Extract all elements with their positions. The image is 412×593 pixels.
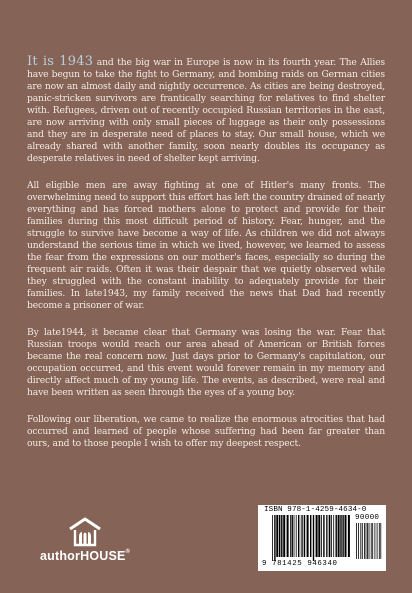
barcode-bar: [331, 515, 332, 557]
barcode-bar: [333, 515, 334, 557]
barcode-bar: [348, 515, 350, 557]
barcode-bar: [292, 515, 293, 557]
barcode-bar: [313, 515, 314, 561]
barcode-bar: [362, 523, 363, 559]
barcode-bar: [298, 515, 299, 557]
barcode-bar: [272, 515, 273, 561]
publisher-logo: [40, 517, 130, 563]
blurb-paragraph-4: Following our liberation, we came to realize the enormous atrocities that had occurred and learned of people whose suffering had been far greater than ours, and to those people I wish to offer my deepest respect.: [27, 414, 385, 449]
barcode-bar: [367, 523, 368, 559]
barcode-bar: [302, 515, 303, 557]
ean-barcode-bars: [272, 515, 352, 561]
addon-digits: 90000: [355, 514, 380, 522]
barcode-bar: [318, 515, 320, 557]
authorhouse-logo-icon: [68, 517, 102, 547]
barcode-bar: [338, 515, 340, 557]
barcode-bar: [276, 515, 278, 557]
barcode-bar: [369, 523, 370, 559]
paragraph-1-text: and the big war in Europe is now in its fourth year. The Allies have begun to take the fight to Germany, and bombing raids on German cities are now an almost daily and nightly occurrence. As cities are being destroyed, panic-stricken survivors are frantically searching for relatives to find shelter with. Refugees, driven out of recently occupied Russian territories in the east, are now arriving with only small pieces of luggage as their only possessions and they are in desperate need of places to stay. Our small house, which we already shared with another family, soon nearly doubles its occupancy as desperate relatives in need of shelter kept arriving.: [27, 57, 385, 164]
barcode-bar: [328, 515, 329, 557]
barcode-bar: [342, 515, 343, 557]
publisher-name: authorHOUSE®: [40, 549, 131, 563]
barcode-bar: [294, 515, 295, 557]
addon-barcode-bars: [356, 523, 382, 559]
barcode-bar: [281, 515, 282, 557]
barcode-bar: [316, 515, 318, 557]
back-cover-blurb: [27, 56, 385, 465]
barcode-bar: [377, 523, 378, 559]
ean-digits: 9 781425 946340: [262, 560, 338, 568]
isbn-barcode: [258, 505, 386, 571]
barcode-bar: [336, 515, 337, 557]
barcode-bar: [301, 515, 302, 557]
barcode-bar: [290, 515, 291, 557]
barcode-bar: [380, 523, 381, 559]
blurb-paragraph-3: By late1944, it became clear that Germany was losing the war. Fear that Russian troops would reach our area ahead of American or British forces became the real concern now. Just days prior to Germany's capitulation, our occupation occurred, and this event would forever remain in my memory and directly affect much of my young life. The events, as described, were real and have been written as seen through the eyes of a young boy.: [27, 327, 385, 398]
barcode-bar: [323, 515, 324, 557]
barcode-bar: [274, 515, 275, 561]
barcode-bar: [364, 523, 365, 559]
barcode-bar: [372, 523, 373, 559]
barcode-bar: [356, 523, 357, 559]
barcode-bar: [329, 515, 330, 557]
opening-phrase: It is 1943: [27, 54, 94, 69]
isbn-label: ISBN 978-1-4259-4634-0: [264, 506, 367, 514]
blurb-paragraph-1: [27, 56, 385, 165]
barcode-bar: [296, 515, 297, 557]
barcode-bar: [379, 523, 380, 559]
barcode-bar: [340, 515, 341, 557]
barcode-bar: [279, 515, 280, 557]
barcode-bar: [375, 523, 376, 559]
barcode-bar: [366, 523, 367, 559]
barcode-bar: [304, 515, 305, 557]
barcode-bar: [345, 515, 347, 557]
barcode-bar: [287, 515, 289, 557]
barcode-bar: [360, 523, 361, 559]
barcode-bar: [283, 515, 285, 557]
barcode-bar: [321, 515, 322, 557]
blurb-paragraph-2: All eligible men are away fighting at one of Hitler's many fronts. The overwhelming need to support this effort has left the country drained of nearly everything and has forced mothers alone to protect and provide for their families during this most difficult period of history. Fear, hunger, and the struggle to survive have become a way of life. As children we did not always understand the serious time in which we lived, however, we learned to assess the fear from the expressions on our mother's faces, especially so during the frequent air raids. Often it was their despair that we quietly observed while they struggled with the constant inability to adequately provide for their families. In late1943, my family received the news that Dad had recently become a prisoner of war.: [27, 180, 385, 311]
barcode-bar: [371, 523, 372, 559]
barcode-bar: [358, 523, 359, 559]
barcode-bar: [307, 515, 309, 557]
barcode-bar: [326, 515, 327, 557]
barcode-bar: [310, 515, 311, 557]
